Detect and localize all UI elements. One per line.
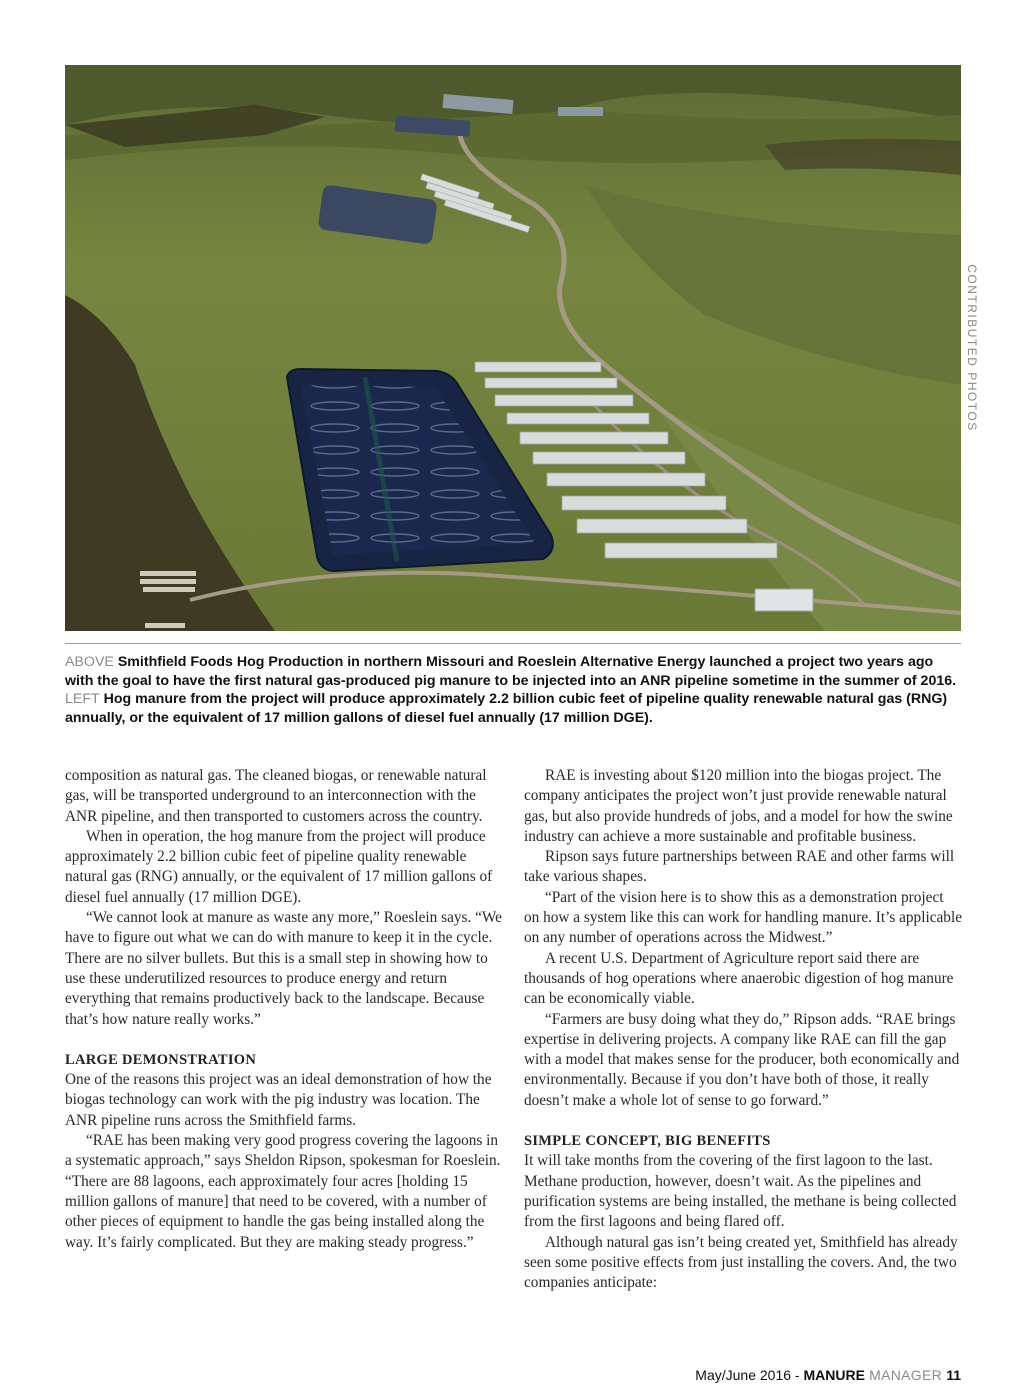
caption-left-label: LEFT [65,691,100,707]
paragraph: Ripson says future partnerships between RAE and other farms will take various shapes. [524,848,955,886]
paragraph: It will take months from the covering of the first lagoon to the last. Methane production, however, doesn’t wait. As the pipelines and purification systems are being installed, the methane is being collected from the first lagoons and being flared off. [524,1152,957,1231]
caption-above-label: ABOVE [65,654,114,670]
paragraph: Although natural gas isn’t being created yet, Smithfield has already seen some positive effects from just installing the covers. And, the two companies anticipate: [524,1233,958,1292]
article-column-right [524,766,962,1293]
photo-credit-text: CONTRIBUTED PHOTOS [965,264,979,432]
caption-above-text: Smithfield Foods Hog Production in northern Missouri and Roeslein Alternative Energy launched a project two years ago with the goal to have the first natural gas-produced pig manure to be injected into an ANR pipeline sometime in the summer of 2016. [65,654,957,689]
paragraph: A recent U.S. Department of Agriculture report said there are thousands of hog operations where anaerobic digestion of hog manure can be economically viable. [524,949,954,1008]
photo-credit [962,65,982,631]
page-footer [695,1367,961,1383]
paragraph: “Part of the vision here is to show this as a demonstration project on how a system like this can work for handling manure. It’s applicable on any number of operations across the Midwest.” [524,888,962,947]
photo-caption [65,653,961,727]
caption-above [65,653,961,690]
caption-left-text: Hog manure from the project will produce approximately 2.2 billion cubic feet of pipeline quality renewable natural gas (RNG) annually, or the equivalent of 17 million gallons of diesel fuel annually (17 million DGE). [65,691,948,726]
section-heading: LARGE DEMONSTRATION [65,1051,257,1068]
paragraph: composition as natural gas. The cleaned biogas, or renewable natural gas, will be transported underground to an interconnection with the ANR pipeline, and then transported to customers across the country. [65,767,487,825]
caption-left [65,690,961,727]
aerial-photo-illustration [65,65,961,631]
caption-rule [65,643,961,644]
footer-brand-bold: MANURE [803,1367,865,1383]
paragraph: When in operation, the hog manure from the project will produce approximately 2.2 billion cubic feet of pipeline quality renewable natural gas (RNG) annually, or the equivalent of 17 million gallons of diesel fuel annually (17 million DGE). [65,827,493,906]
aerial-photo [65,65,961,631]
paragraph: “Farmers are busy doing what they do,” Ripson adds. “RAE brings expertise in delivering projects. A company like RAE can fill the gap with a model that makes sense for the producer, both economically and environmentally. Because if you don’t have both of those, it really doesn’t make a whole lot of sense to go forward.” [524,1010,960,1109]
page-number: 11 [946,1367,961,1383]
paragraph: One of the reasons this project was an ideal demonstration of how the biogas technology can work with the pig industry was location. The ANR pipeline runs across the Smithfield farms. [65,1071,492,1129]
paragraph: “RAE has been making very good progress covering the lagoons in a systematic approach,” says Sheldon Ripson, spokesman for Roeslein. “There are 88 lagoons, each approximately four acres [holding 15 million gallons of manure] that need to be covered, with a number of other pieces of equipment to handle the gas being installed along the way. It’s fairly complicated. But they are making steady progress.” [65,1132,501,1251]
footer-brand-light: MANAGER [864,1367,947,1383]
section-heading: SIMPLE CONCEPT, BIG BENEFITS [524,1133,771,1150]
paragraph: “We cannot look at manure as waste any more,” Roeslein says. “We have to figure out what we can do with manure to keep it in the cycle. There are no silver bullets. But this is a small step in showing how to use these underutilized resources to produce energy and return everything that remains productively back to the landscape. Because that’s how nature really works.” [65,909,502,1028]
footer-issue: May/June 2016 - [695,1367,804,1383]
article-column-left [65,766,503,1253]
paragraph: RAE is investing about $120 million into the biogas project. The company anticipates the project won’t just provide renewable natural gas, but also provide hundreds of jobs, and a model for how the swine industry can achieve a more sustainable and profitable business. [524,767,953,845]
